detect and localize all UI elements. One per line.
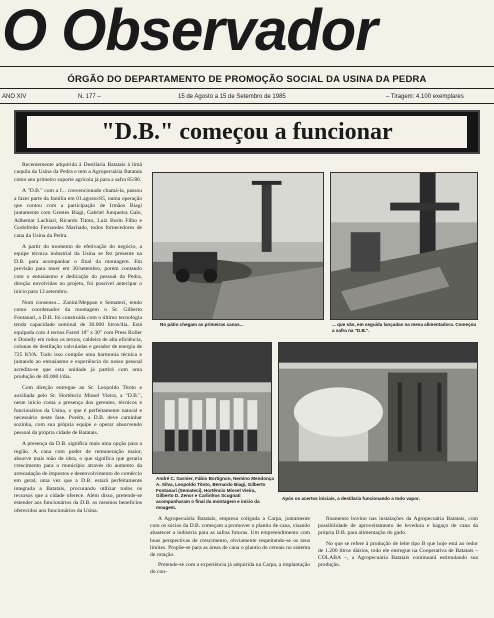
photo-group-image: [153, 343, 271, 473]
caption-photo-4: Após os acertos iniciais, a destilaria funcionando a todo vapor.: [282, 496, 420, 501]
article-paragraph: A partir do momento de efetivação do negócio, a equipe técnica industrial da Usina se fez presente na D.B. para acompanhar o final da montagem. Em previsão para moer em 30/setembro, porém contando com o entusiasmo e dedicação do pessoal da Pedra, direção envolvidas no projeto, foi possível antecipar o início para 12.setembro.: [14, 244, 142, 295]
article-paragraph: Num consenso... Zanini/Meppan e Semateci, tendo como coordenador da montagem o Sr. Gilberto Fontanari, a D.B. foi construída com o último tecnologia tendo capacidade nominal de 30.000 litros/dia. Está equipada com 4 ternos Farrel 18" x 30" com Press Roller e Donelly em todos os ternos, caldeira de alta eficiência, colunas de destilação valvuladas e gerador de energia de 725 KVA. Tudo isso compõe uma harmonia técnica e juntando ao entusiasmo e experiência do nosso pessoal acredita-se que esta unidade já partirá com uma produção de 40.000 l/dia.: [14, 299, 142, 380]
article-paragraph: A Agropecuária Batatais, empresa coligada a Carpa, juntamente com os sócios da D.B. começam a promover o plantio de cana, visando abastecer a indústria para as safras futuras. Um empreendimento com boas perspectivas de crescimento, obviamente respeitando-se os seus limites. Propõe-se para as áreas de cana o plantio de cereais no sistema de rotação.: [150, 516, 310, 559]
info-rule-top: [0, 88, 494, 89]
headline-banner: [14, 110, 480, 154]
photo-group: [152, 342, 272, 474]
article-bottom-column-2: [318, 516, 478, 610]
article-paragraph: A presença da D.B. significa mais uma opção para a região. A cana com poder de remuneração maior, absorve mais mão de obra, o que significa que geraria crescimento para o município através do aumento da arrecadação de impostos e desenvolvimento do comércio em geral, uma vez que a D.B. estará perfeitamente integrada a Batatais, procurando utilizar todos os recursos que a cidade oferece. Além disso, pretende-se estender aos funcionários da D.B. os mesmos benefícios oferecidos aos funcionários da Usina.: [14, 441, 142, 514]
photo-feeding-table-image: [331, 173, 477, 319]
article-paragraph: No que se refere à produção de leite tipo B que hoje está ao redor de 1.200 litros diários, todo ele entregue na Cooperativa de Batatais – COLABA –, a Agropecuária Batatais continuará estimulando sua produção.: [318, 540, 478, 569]
photo-distillery: [278, 342, 478, 492]
article-left-column: [14, 162, 142, 610]
issue-period: 15 de Agosto a 15 de Setembro de 1985: [178, 94, 286, 100]
article-paragraph: finamento bovino nas instalações da Agropecuária Batatais, com possibilidade de aproveitamento de levedura e bagaço de cana da própria D.B. para alimentação do gado.: [318, 516, 478, 537]
caption-photo-3: André C. Garnier, Fábio Bortignon, Nemino Mendonça A. Silva, Leopoldo Titoto, Bernardo Biagi, Gilberto Fontanari (Semateci), Hortêncio Missel Vieira, Gilberto D. Zenor e Carlinhos Scugnati acompanharam o final da montagem e início da moagem.: [156, 476, 274, 510]
issue-number: N. 177 –: [78, 94, 101, 100]
masthead-title: O Observador: [2, 0, 377, 62]
issue-circulation: – Tiragem: 4.100 exemplares: [386, 94, 464, 100]
issue-info-line: [0, 92, 494, 102]
article-bottom-column-1: [150, 516, 310, 610]
article-paragraph: A "D.B." com a f... convencionado chamá-la, passou a fazer parte da família em 01.agosto/85, numa operação que contou com a participação de Irmãos Biagi juntamente com Grestes Biagi, Gabriel Junqueira Galo, Adhemar Lachiari, Ricardo Titoto, Luiz Borin Filho e Godofredo Fernandes Machado, todos fornecedores de cana da Usina da Pedra.: [14, 188, 142, 239]
info-rule-bottom: [0, 103, 494, 104]
photo-cane-yard-image: [153, 173, 323, 319]
article-paragraph: Recentemente adquirida à Destilaria Batatais à limã caquila da Usina da Pedra e tem a Agropecuária Batatais como seu primeiro suporte agrícola já para a safra 85/86.: [14, 162, 142, 183]
masthead-subtitle: ÓRGÃO DO DEPARTAMENTO DE PROMOÇÃO SOCIAL DA USINA DA PEDRA: [67, 74, 427, 85]
issue-year: ANO XIV: [2, 94, 27, 100]
masthead-rule-top: [0, 66, 494, 67]
article-paragraph: Pretende-se com a experiência já adquirida na Carpa, a implantação do con-: [150, 562, 310, 576]
caption-photo-2: ... que são, em seguida lançadas na mesa alimentadora. Começou a safra na "D.B.".: [332, 322, 477, 333]
photo-distillery-image: [279, 343, 477, 491]
article-paragraph: Com direção entregue ao Sr. Leopoldo Titoto e auxiliada pelo Sr. Hortêncio Missel Vieira, a "D.B.", neste início conta a presença dos gerentes, técnicos e funcionários da Usina, o que é perfeitamente natural e necessário neste fase. Porém, a D.B. deve caminhar sozinha, com sua própria equipe e operar absorvendo pessoal da própria cidade de Batatais.: [14, 385, 142, 436]
photo-cane-yard: [152, 172, 324, 320]
photo-feeding-table: [330, 172, 478, 320]
headline-text: "D.B." começou a funcionar: [27, 116, 467, 148]
caption-photo-1: No pátio chegam as primeiras canas...: [160, 322, 244, 327]
